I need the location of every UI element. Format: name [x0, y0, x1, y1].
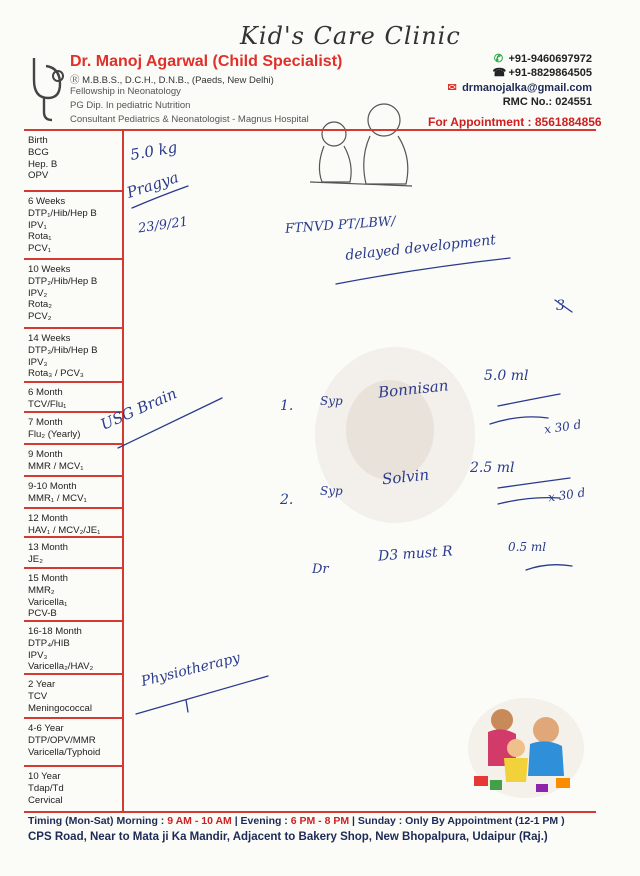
qualification-fellowship: Fellowship in Neonatology [70, 86, 181, 97]
vaccine-row-10-year: 10 Year Tdap/Td Cervical [28, 771, 64, 806]
vaccine-row-6-month: 6 Month TCV/Flu₁ [24, 383, 122, 413]
hw-rx1-number: 1. [280, 398, 294, 414]
hw-plan-note: 3 [556, 298, 565, 314]
hw-usg-brain: USG Brain [97, 384, 180, 434]
hw-rx1-dose: 5.0 ml [484, 368, 529, 384]
doctor-name: Dr. Manoj Agarwal (Child Specialist) [70, 53, 343, 70]
vaccine-row-9-month: 9 Month MMR / MCV₁ [24, 445, 122, 477]
vaccine-row-6-weeks: 6 Weeks DTP₁/Hib/Hep B IPV₁ Rota₁ PCV₁ [24, 192, 122, 260]
vaccine-row-16-18-month: 16-18 Month DTP₄/HIB IPV₃ Varicella₂/HAV₂ [24, 622, 122, 675]
appointment-number: For Appointment : 8561884856 [428, 115, 602, 129]
hw-rx2-frequency: x 30 d [547, 485, 587, 505]
phone-icon: ☎ [492, 67, 507, 79]
kids-photo [466, 696, 586, 800]
whatsapp-icon: ✆ [493, 53, 504, 65]
clinic-timing: Timing (Mon-Sat) Morning : 9 AM - 10 AM | Evening : 6 PM - 8 PM | Sunday : Only By Appointment (12-1 PM ) [28, 815, 565, 827]
hw-rx2-prefix: Syp [320, 484, 343, 498]
hw-rx1-prefix: Syp [320, 394, 343, 408]
vaccine-row-9-10-month: 9-10 Month MMR₁ / MCV₁ [24, 477, 122, 509]
qualification-degrees: Ⓡ M.B.B.S., D.C.H., D.N.B., (Paeds, New Delhi) [70, 75, 274, 86]
hw-date: 23/9/21 [137, 214, 189, 237]
hw-finding-2: delayed development [344, 232, 497, 264]
hw-physiotherapy: Physiotherapy [139, 649, 242, 691]
vaccine-row-15-month: 15 Month MMR₂ Varicella₁ PCV-B [24, 569, 122, 622]
hw-rx3-prefix: Dr [312, 562, 329, 577]
vaccine-row-14-weeks: 14 Weeks DTP₃/Hib/Hep B IPV₃ Rota₃ / PCV₃ [24, 329, 122, 383]
hw-rx2-drug: Solvin [381, 465, 430, 489]
vaccine-row-13-month: 13 Month JE₂ [24, 538, 122, 569]
clinic-name: Kid's Care Clinic [240, 22, 461, 50]
footer-rule [24, 811, 596, 813]
vaccine-row-4-6-year: 4-6 Year DTP/OPV/MMR Varicella/Typhoid [24, 719, 122, 767]
hw-rx3-dose: 0.5 ml [508, 540, 547, 554]
mail-icon: ✉ [447, 82, 457, 94]
hw-rx1-frequency: x 30 d [543, 417, 583, 437]
vaccine-row-2-year: 2 Year TCV Meningococcal [24, 675, 122, 719]
registered-icon: Ⓡ [70, 75, 83, 86]
vaccine-row-7-month: 7 Month Flu₂ (Yearly) [24, 413, 122, 445]
whatsapp-contact: ✆ +91-9460697972 [493, 53, 592, 65]
vaccine-row-10-weeks: 10 Weeks DTP₂/Hib/Hep B IPV₂ Rota₂ PCV₂ [24, 260, 122, 329]
hw-rx2-dose: 2.5 ml [470, 460, 515, 476]
hw-weight: 5.0 kg [128, 138, 179, 164]
hw-patient-name: Pragya [124, 168, 181, 202]
qualification-consultant: Consultant Pediatrics & Neonatologist - Magnus Hospital [70, 114, 309, 125]
vaccine-row-12-month: 12 Month HAV₁ / MCV₂/JE₁ [24, 509, 122, 538]
vaccine-row-birth: Birth BCG Hep. B OPV [24, 131, 122, 192]
hw-rx2-number: 2. [280, 492, 294, 508]
qualification-diploma: PG Dip. In pediatric Nutrition [70, 100, 191, 111]
rmc-number: RMC No.: 024551 [502, 96, 592, 108]
hw-finding-1: FTNVD PT/LBW/ [284, 214, 397, 237]
email-contact: ✉ drmanojalka@gmail.com [447, 82, 592, 94]
hw-rx1-drug: Bonnisan [377, 376, 450, 402]
clinic-address: CPS Road, Near to Mata ji Ka Mandir, Adjacent to Bakery Shop, New Bhopalpura, Udaipur (Raj.) [28, 831, 548, 843]
hw-rx3-drug: D3 must R [377, 543, 454, 565]
phone-contact: ☎ +91-8829864505 [492, 67, 592, 79]
